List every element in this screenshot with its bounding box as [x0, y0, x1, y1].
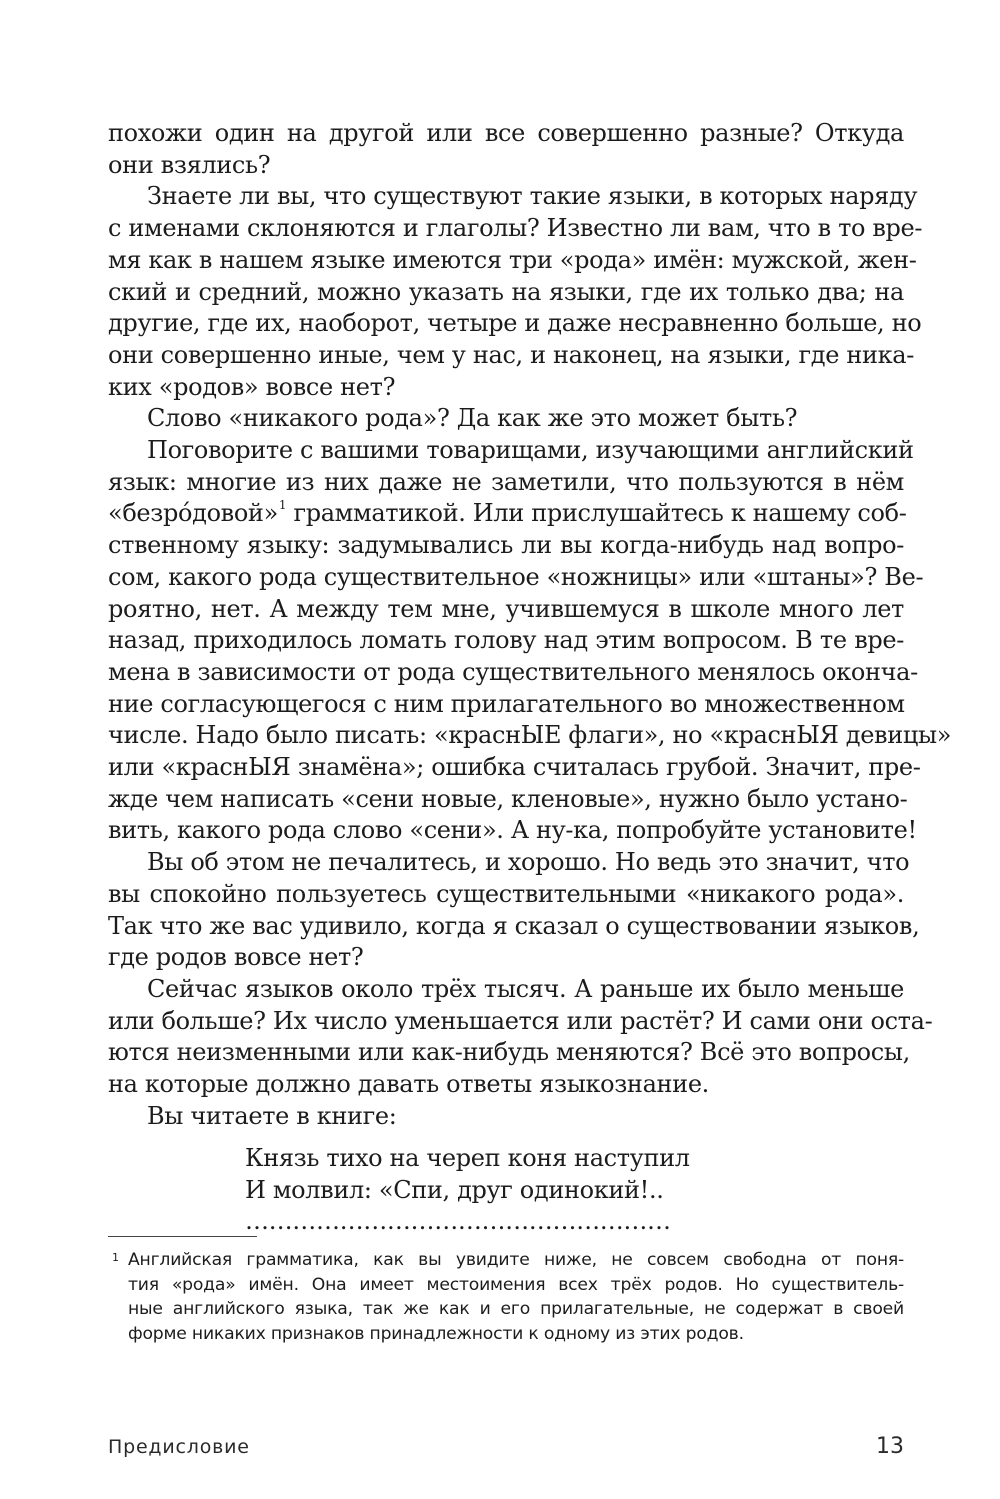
text-line: ственному языку: задумывались ли вы когда-нибудь над вопро-	[108, 531, 904, 560]
footnote-line: форме никаких признаков принадлежности к одному из этих родов.	[128, 1323, 744, 1344]
text-line: сом, какого рода существительное «ножницы» или «штаны»? Ве-	[108, 562, 924, 591]
verse-ellipsis-line: ………………………………………………	[245, 1207, 671, 1236]
text-line: Слово «никакого рода»? Да как же это может быть?	[147, 404, 798, 433]
text-line: они взялись?	[108, 150, 271, 179]
text-line: мя как в нашем языке имеются три «рода» имён: мужской, жен-	[108, 245, 917, 274]
verse-line: И молвил: «Спи, друг одинокий!..	[245, 1175, 664, 1204]
verse-quote	[245, 1143, 690, 1238]
paragraph-1	[108, 118, 904, 181]
footnote-divider	[108, 1236, 257, 1237]
text-fragment: «безрóдовой»	[108, 499, 278, 528]
page-number: 13	[876, 1434, 904, 1459]
text-line: язык: многие из них даже не заметили, что пользуются в нём	[108, 467, 904, 496]
paragraph-7	[108, 1101, 904, 1133]
text-line-with-footnote-ref	[108, 498, 907, 530]
text-line: Вы об этом не печалитесь, и хорошо. Но ведь это значит, что	[147, 848, 910, 877]
text-line: Сейчас языков около трёх тысяч. А раньше их было меньше	[147, 974, 904, 1003]
text-line: назад, приходилось ломать голову над этим вопросом. В те вре-	[108, 626, 904, 655]
text-line: похожи один на другой или все совершенно разные? Откуда	[108, 119, 904, 147]
text-line: ких «родов» вовсе нет?	[108, 372, 396, 401]
text-line: мена в зависимости от рода существительного менялось оконча-	[108, 657, 918, 686]
footnote-line: Английская грамматика, как вы увидите ниже, не совсем свободна от поня-	[128, 1250, 904, 1270]
text-line: Знаете ли вы, что существуют такие языки, в которых наряду	[147, 182, 918, 211]
footnote-reference[interactable]: 1	[278, 498, 287, 513]
text-fragment: грамматикой. Или прислушайтесь к нашему соб-	[286, 499, 907, 528]
paragraph-4	[108, 435, 952, 847]
text-line: они совершенно иные, чем у нас, и наконец, на языки, где ника-	[108, 340, 914, 369]
text-line: на которые должно давать ответы языкознание.	[108, 1070, 709, 1099]
text-line: ский и средний, можно указать на языки, где их только два; на	[108, 277, 904, 306]
text-line: ние согласующегося с ним прилагательного во множественном	[108, 689, 905, 718]
text-line: другие, где их, наоборот, четыре и даже несравненно больше, но	[108, 309, 922, 338]
text-line: жде чем написать «сени новые, кленовые», нужно было устано-	[108, 784, 908, 813]
main-text	[108, 118, 952, 1133]
text-line: Поговорите с вашими товарищами, изучающими английский	[147, 436, 914, 465]
text-line: вить, какого рода слово «сени». А ну-ка, попробуйте установите!	[108, 816, 917, 845]
text-line: где родов вовсе нет?	[108, 943, 364, 972]
running-footer-section: Предисловие	[108, 1436, 250, 1458]
text-line: Так что же вас удивило, когда я сказал о существовании языков,	[108, 911, 920, 940]
footnote-line: тия «рода» имён. Она имеет местоимения всех трёх родов. Но существитель-	[128, 1274, 904, 1295]
verse-line: Князь тихо на череп коня наступил	[245, 1144, 690, 1172]
text-line: вы спокойно пользуетесь существительными «никакого рода».	[108, 879, 904, 908]
paragraph-6	[108, 974, 933, 1101]
text-line: или «краснЫЯ знамёна»; ошибка считалась грубой. Значит, пре-	[108, 753, 921, 782]
text-line: с именами склоняются и глаголы? Известно ли вам, что в то вре-	[108, 214, 923, 243]
footnote-line: ные английского языка, так же как и его прилагательные, не содержат в своей	[128, 1299, 904, 1320]
text-line: числе. Надо было писать: «краснЫЕ флаги», но «краснЫЯ девицы»	[108, 721, 952, 750]
text-line: роятно, нет. А между тем мне, учившемуся в школе много лет	[108, 594, 904, 623]
text-line: Вы читаете в книге:	[147, 1101, 397, 1130]
footnote	[108, 1248, 904, 1346]
paragraph-5	[108, 847, 920, 974]
text-line: ются неизменными или как-нибудь меняются? Всё это вопросы,	[108, 1038, 910, 1067]
footnote-mark: 1	[112, 1251, 119, 1264]
paragraph-2	[108, 181, 923, 403]
text-line: или больше? Их число уменьшается или растёт? И сами они оста-	[108, 1006, 933, 1035]
paragraph-3	[108, 403, 904, 435]
